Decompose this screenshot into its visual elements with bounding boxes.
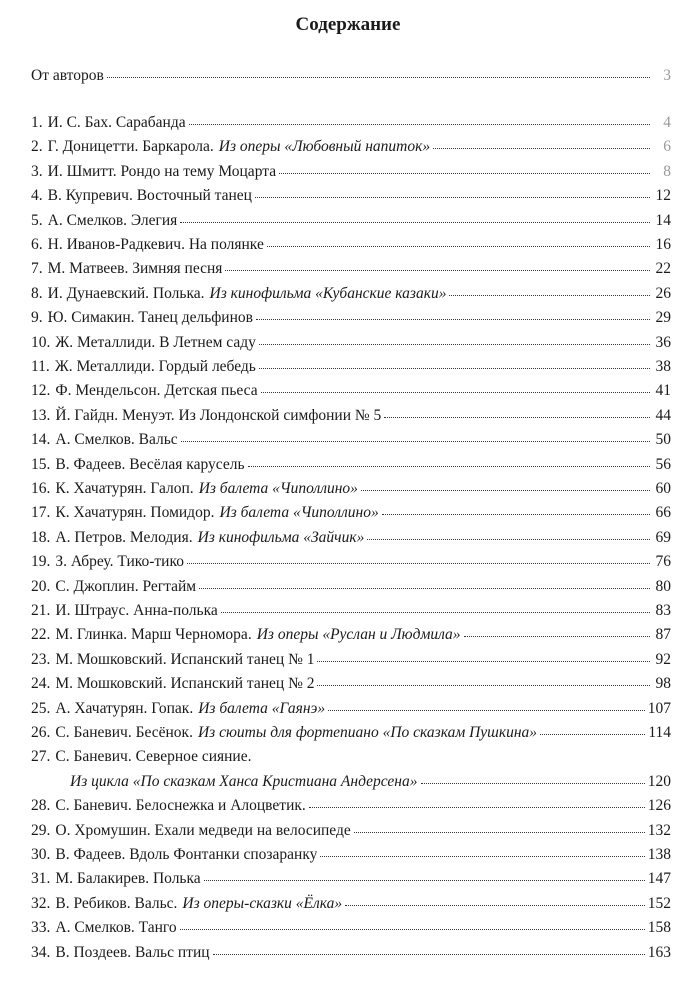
entry-title: М. Мошковский. Испанский танец № 1 [55,650,315,668]
dot-leader [328,710,645,711]
entry-number: 31. [31,870,51,888]
entry-number: 20. [31,577,51,595]
toc-entry [31,406,671,426]
entry-title: О. Хромушин. Ехали медведи на велосипеде [55,821,351,839]
entry-title: А. Петров. Мелодия. [55,528,193,546]
entry-page: 26 [655,284,671,302]
entry-title: А. Хачатурян. Гопак. [55,699,194,717]
entry-title: И. Дунаевский. Полька. [47,284,205,302]
entry-title: Ю. Симакин. Танец дельфинов [47,309,253,327]
entry-number: 18. [31,528,51,546]
entry-page: 92 [655,650,671,668]
preface-title: От авторов [31,67,104,84]
entry-page: 50 [655,431,671,449]
toc-entry [31,503,671,523]
entry-source: Из цикла «По сказкам Ханса Кристиана Андерсена» [70,772,418,790]
entry-title: К. Хачатурян. Галоп. [55,480,194,497]
toc-entry [31,113,671,133]
toc-entry [31,918,671,938]
entry-title: С. Джоплин. Регтайм [55,577,197,595]
dot-leader [187,563,650,564]
dot-leader [309,807,645,808]
entry-title: А. Смелков. Танго [55,919,177,937]
dot-leader [267,246,650,247]
dot-leader [361,490,650,491]
entry-number: 4. [31,187,43,205]
entry-number: 17. [31,504,51,522]
page-title: Содержание [295,14,401,35]
toc-entry [31,577,671,597]
entry-number: 10. [31,333,51,351]
entry-page: 44 [655,406,671,424]
entry-title: В. Фадеев. Вдоль Фонтанки спозаранку [55,846,318,863]
entry-number: 22. [31,626,51,644]
toc-entry [31,259,671,279]
entry-page: 87 [655,626,671,644]
entry-number: 15. [31,455,51,473]
entry-number: 28. [31,797,51,815]
entry-page: 132 [647,821,671,839]
entry-number: 26. [31,724,51,741]
entry-source: Из балета «Чиполлино» [198,480,358,497]
toc-entry [31,845,671,865]
dot-leader [107,77,650,78]
entry-title: М. Мошковский. Испанский танец № 2 [55,675,315,693]
toc-entry [31,211,671,231]
toc-entry [31,943,671,963]
toc-preface [31,66,671,86]
entry-source: Из оперы «Любовный напиток» [218,138,431,156]
dot-leader [317,661,650,662]
entry-page: 66 [655,504,671,522]
entry-number: 8. [31,284,43,302]
entry-title: М. Глинка. Марш Черномора. [55,626,252,644]
entry-title: А. Смелков. Вальс [55,431,178,449]
entry-page: 114 [648,724,671,741]
toc-entry-continuation [70,772,671,792]
entry-title: М. Матвеев. Зимняя песня [47,260,223,278]
entry-title: В. Ребиков. Вальс. [55,894,178,912]
entry-page: 6 [663,138,671,156]
dot-leader [180,222,650,223]
entry-number: 27. [31,748,51,766]
dot-leader [248,466,650,467]
toc-entry [31,479,671,499]
entry-page: 138 [647,846,671,863]
entry-number: 7. [31,260,43,278]
entry-title: В. Купревич. Восточный танец [47,187,252,205]
toc-entry [31,186,671,206]
entry-title: Г. Доницетти. Баркарола. [47,138,214,156]
dot-leader [464,636,650,637]
toc-entry [31,869,671,889]
dot-leader [199,588,650,589]
toc-entry [31,308,671,328]
entry-page: 38 [655,358,671,375]
toc-entry [31,552,671,572]
entry-source: Из балета «Гаянэ» [198,699,326,717]
entry-page: 22 [655,260,671,278]
entry-page: 98 [655,675,671,693]
entry-page: 120 [647,772,671,790]
toc-entry [31,235,671,255]
entry-source: Из оперы «Руслан и Людмила» [256,626,461,644]
toc-entry [31,601,671,621]
entry-page: 163 [647,943,671,961]
dot-leader [449,295,650,296]
dot-leader [367,539,650,540]
entry-page: 41 [655,382,671,400]
entry-number: 14. [31,431,51,449]
dot-leader [189,124,650,125]
toc-entry [31,284,671,304]
entry-title: К. Хачатурян. Помидор. [55,504,215,522]
entry-title: Й. Гайдн. Менуэт. Из Лондонской симфонии № 5 [55,406,382,424]
entry-page: 107 [647,699,671,717]
entry-title: А. Смелков. Элегия [47,211,178,229]
entry-page: 12 [655,187,671,205]
dot-leader [213,954,645,955]
entry-title: В. Поздеев. Вальс птиц [55,943,210,961]
entry-page: 83 [655,602,671,619]
dot-leader [225,270,650,271]
entry-title: И. Шмитт. Рондо на тему Моцарта [47,162,277,180]
entry-title: Н. Иванов-Радкевич. На полянке [47,236,264,253]
entry-page: 69 [655,528,671,546]
entry-page: 14 [655,211,671,229]
toc-entry [31,357,671,377]
dot-leader [204,880,645,881]
entry-number: 6. [31,236,43,253]
entry-title: С. Баневич. Бесёнок. [55,724,193,741]
entry-number: 25. [31,699,51,717]
entry-title: В. Фадеев. Весёлая карусель [55,455,245,473]
entry-number: 32. [31,894,51,912]
entry-number: 16. [31,480,51,497]
preface-page: 3 [663,67,671,84]
dot-leader [180,929,645,930]
entry-number: 2. [31,138,43,156]
entry-title: С. Баневич. Северное сияние. [55,748,252,766]
dot-leader [421,783,645,784]
toc-entry [31,430,671,450]
entry-title: Ж. Металлиди. В Летнем саду [55,333,256,351]
dot-leader [354,832,645,833]
entry-number: 3. [31,162,43,180]
toc-entry [31,650,671,670]
toc-entry [31,528,671,548]
toc-entry [31,723,671,743]
entry-source: Из оперы-сказки «Ёлка» [182,894,343,912]
entry-number: 30. [31,846,51,863]
dot-leader [540,734,645,735]
dot-leader [256,319,650,320]
dot-leader [261,392,650,393]
dot-leader [255,197,650,198]
dot-leader [259,368,650,369]
toc-entry [31,796,671,816]
entry-title: Ж. Металлиди. Гордый лебедь [54,358,256,375]
toc-entry [31,137,671,157]
dot-leader [382,514,650,515]
entry-source: Из кинофильма «Кубанские казаки» [209,284,447,302]
entry-number: 29. [31,821,51,839]
toc-entry [31,625,671,645]
entry-number: 21. [31,602,51,619]
toc-entry [31,699,671,719]
entry-title: И. С. Бах. Сарабанда [47,114,186,131]
toc-entry [31,747,671,767]
dot-leader [221,612,650,613]
entry-page: 56 [655,455,671,473]
dot-leader [279,173,650,174]
entry-title: С. Баневич. Белоснежка и Алоцветик. [55,797,306,815]
entry-number: 34. [31,943,51,961]
entry-number: 13. [31,406,51,424]
dot-leader [433,148,650,149]
entry-page: 36 [655,333,671,351]
dot-leader [317,685,650,686]
entry-page: 80 [655,577,671,595]
entry-number: 33. [31,919,51,937]
toc-entry [31,333,671,353]
entry-page: 147 [647,870,671,888]
entry-page: 16 [655,236,671,253]
entry-page: 76 [655,553,671,571]
entry-source: Из кинофильма «Зайчик» [197,528,365,546]
toc-entry [31,674,671,694]
entry-page: 29 [655,309,671,327]
entry-number: 12. [31,382,51,400]
entry-source: Из балета «Чиполлино» [219,504,379,522]
entry-number: 1. [31,114,43,131]
entry-title: Ф. Мендельсон. Детская пьеса [55,382,258,400]
entry-page: 8 [663,162,671,180]
entry-page: 4 [663,114,671,131]
toc-entry [31,162,671,182]
dot-leader [181,441,650,442]
entry-number: 19. [31,553,51,571]
dot-leader [259,344,650,345]
entry-title: И. Штраус. Анна-полька [55,602,218,619]
entry-page: 152 [647,894,671,912]
entry-number: 9. [31,309,43,327]
entry-number: 24. [31,675,51,693]
entry-number: 11. [31,358,50,375]
toc-entry [31,455,671,475]
dot-leader [384,417,650,418]
dot-leader [320,856,644,857]
entry-page: 158 [647,919,671,937]
entry-title: З. Абреу. Тико-тико [55,553,184,571]
toc-entry [31,381,671,401]
dot-leader [345,905,645,906]
entry-page: 60 [655,480,671,497]
entry-source: Из сюиты для фортепиано «По сказкам Пушкина» [197,724,538,741]
entry-title: М. Балакирев. Полька [55,870,201,888]
entry-number: 5. [31,211,43,229]
toc-entry [31,821,671,841]
entry-page: 126 [647,797,671,815]
entry-number: 23. [31,650,51,668]
toc-entry [31,894,671,914]
